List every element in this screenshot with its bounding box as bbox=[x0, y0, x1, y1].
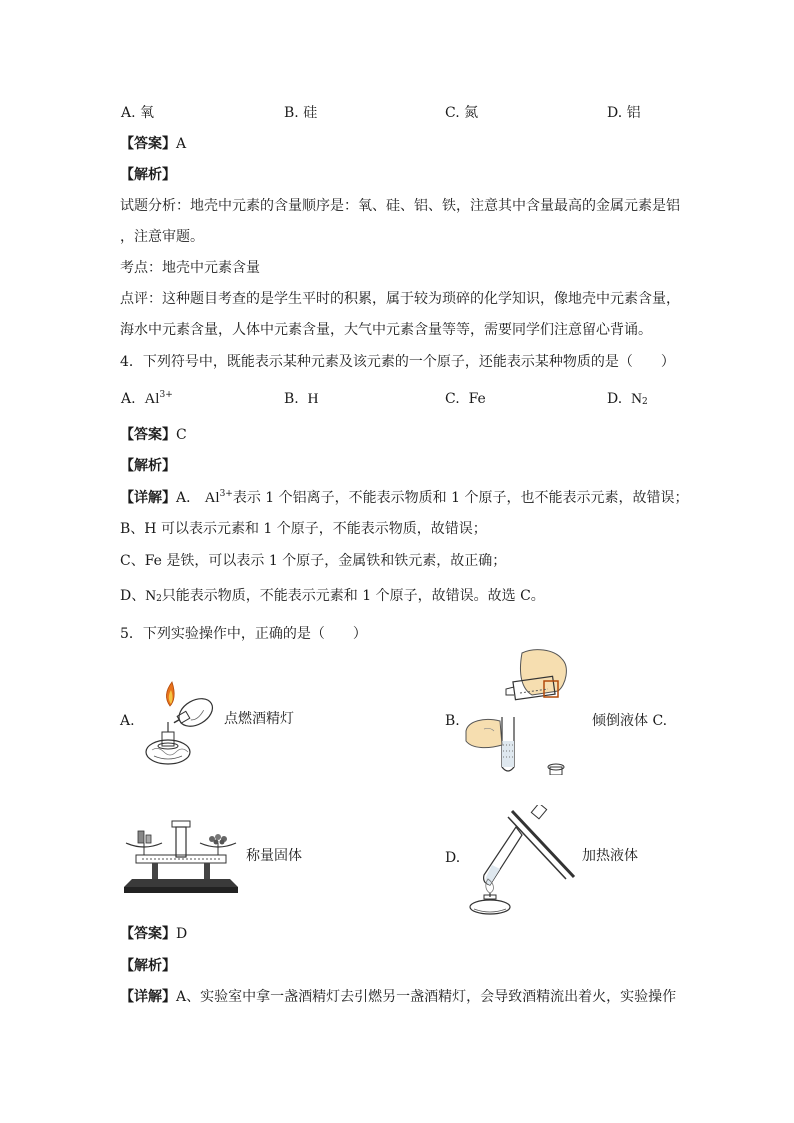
q4-answer: 【答案】C bbox=[120, 427, 187, 443]
q4-detail-b: B、H 可以表示元素和 1 个原子，不能表示物质，故错误； bbox=[120, 521, 487, 537]
q3-dianping-line1: 点评：这种题目考查的是学生平时的积累，属于较为琐碎的化学知识，像地壳中元素含量， bbox=[120, 291, 680, 307]
q3-option-b: B. 硅 bbox=[284, 105, 318, 121]
q5-option-d-letter: D. bbox=[445, 850, 461, 866]
q4-detail-c: C、Fe 是铁，可以表示 1 个原子，金属铁和铁元素，故正确； bbox=[120, 553, 507, 569]
q4-detail-a: 【详解】A． $Al^{3+}$表示 1 个铝离子，不能表示物质和 1 个原子，也不能表示元素，故错误； bbox=[120, 489, 689, 506]
q3-dianping-line2: 海水中元素含量，人体中元素含量，大气中元素含量等等，需要同学们注意留心背诵。 bbox=[120, 322, 652, 338]
q5-option-b-label: 倾倒液体 C. bbox=[592, 713, 668, 729]
q4-analysis-label: 【解析】 bbox=[120, 458, 176, 474]
q4-detail-d: D、$N_2$只能表示物质，不能表示元素和 1 个原子，故错误。故选 C。 bbox=[120, 588, 545, 604]
q5-option-c-label: 称量固体 bbox=[246, 848, 302, 864]
q5-detail-a: 【详解】A、实验室中拿一盏酒精灯去引燃另一盏酒精灯，会导致酒精流出着火，实验操作 bbox=[120, 989, 677, 1005]
balance-weighing-illustration bbox=[122, 815, 240, 897]
q5-analysis-label: 【解析】 bbox=[120, 958, 176, 974]
q3-answer: 【答案】A bbox=[120, 136, 187, 152]
q4-option-c: C. Fe bbox=[445, 391, 486, 407]
q3-analysis-line2: ，注意审题。 bbox=[120, 229, 204, 245]
q5-option-a-label: 点燃酒精灯 bbox=[224, 711, 294, 727]
q4-stem: 4．下列符号中，既能表示某种元素及该元素的一个原子，还能表示某种物质的是（ ） bbox=[120, 354, 675, 370]
q3-option-a: A. 氧 bbox=[121, 105, 155, 121]
alcohol-lamp-lighting-illustration bbox=[142, 680, 224, 770]
q5-answer: 【答案】D bbox=[120, 926, 188, 942]
q3-kaodian: 考点：地壳中元素含量 bbox=[120, 260, 260, 276]
q5-option-d-label: 加热液体 bbox=[582, 848, 638, 864]
q3-option-d: D. 铝 bbox=[607, 105, 641, 121]
q4-option-b: B. H bbox=[284, 391, 319, 407]
q3-analysis-label: 【解析】 bbox=[120, 167, 176, 183]
heating-liquid-illustration bbox=[462, 805, 580, 915]
q5-option-b-letter: B. bbox=[445, 713, 460, 729]
pouring-liquid-illustration bbox=[462, 645, 582, 775]
q3-option-c: C. 氮 bbox=[445, 105, 479, 121]
q4-option-a: A. $Al^{3+}$ bbox=[121, 390, 173, 407]
q5-stem: 5．下列实验操作中，正确的是（ ） bbox=[120, 626, 367, 642]
q3-analysis-line1: 试题分析：地壳中元素的含量顺序是：氧、硅、铝、铁，注意其中含量最高的金属元素是铝 bbox=[120, 198, 680, 214]
q5-option-a-letter: A. bbox=[120, 713, 135, 729]
q4-option-d: D. $N_2$ bbox=[607, 391, 648, 407]
